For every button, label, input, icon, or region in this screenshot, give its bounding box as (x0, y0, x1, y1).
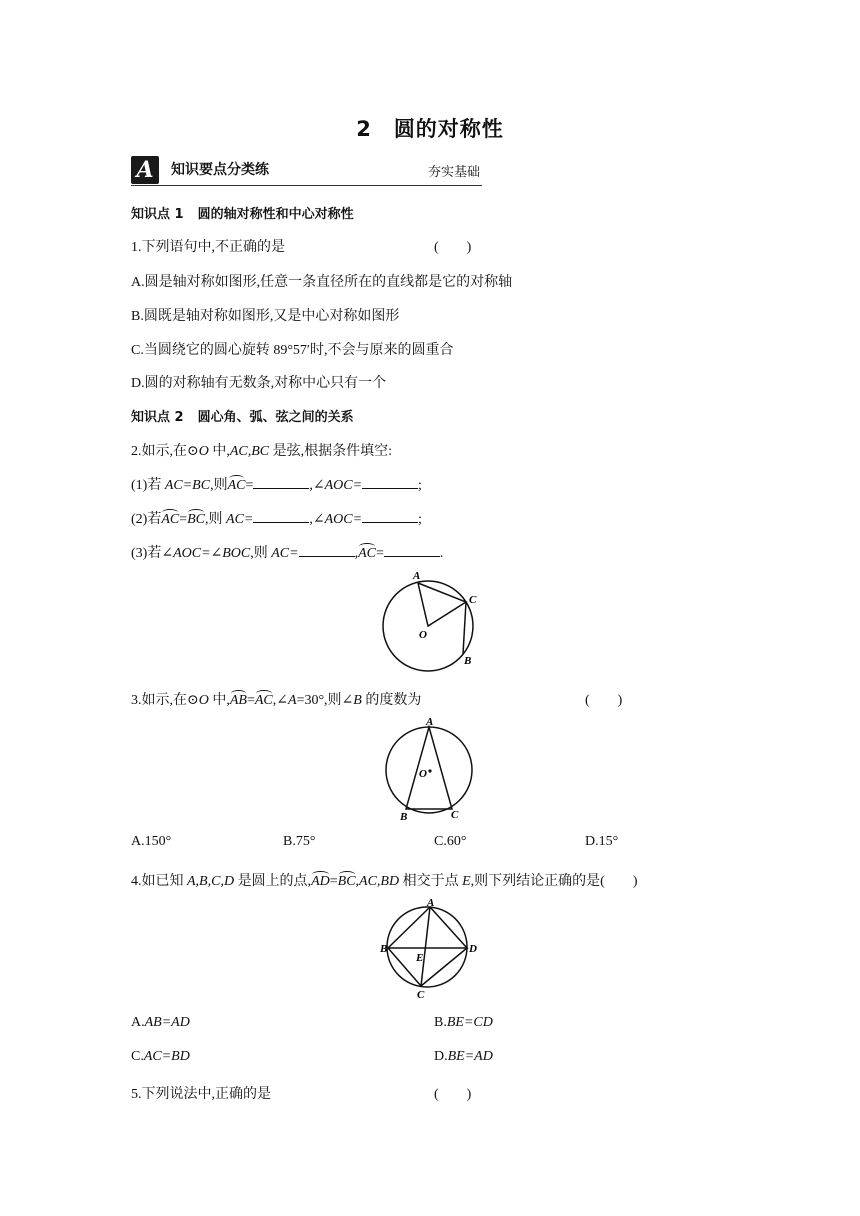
q3-stem: 3.如示,在⊙O 中,AB=AC,∠A=30°,则∠B 的度数为 (131, 693, 422, 708)
q3-option-a[interactable]: A.150° (131, 834, 172, 849)
q4-option-a[interactable]: A.AB=AD (131, 1015, 190, 1030)
banner-subtitle: 夯实基础 (427, 165, 480, 180)
section-number: 2 (356, 117, 372, 141)
answer-blank[interactable] (299, 543, 355, 557)
label-a: A (427, 897, 435, 909)
banner-title: 知识要点分类练 (171, 162, 269, 178)
q3-option-b[interactable]: B.75° (283, 834, 316, 849)
knowledge-point-2 (131, 406, 354, 425)
circle (387, 907, 467, 987)
q4-option-d[interactable]: D.BE=AD (434, 1049, 493, 1064)
answer-blank[interactable] (384, 543, 440, 557)
arc-ac: AC (227, 478, 246, 493)
arc-ad: AD (311, 874, 330, 889)
answer-blank[interactable] (253, 509, 309, 523)
q1-option-d: D.圆的对称轴有无数条,对称中心只有一个 (131, 376, 387, 391)
q5-answer-paren: ( ) (434, 1087, 472, 1102)
triangle-aoc (418, 583, 466, 626)
label-a: A (426, 716, 434, 728)
center-dot (428, 769, 431, 772)
label-c: C (417, 989, 425, 1001)
kp1-title: 圆的轴对称性和中心对称性 (197, 207, 354, 222)
answer-blank[interactable] (253, 475, 309, 489)
q1-option-c: C.当圆绕它的圆心旋转 89°57′时,不会与原来的圆重合 (131, 343, 454, 358)
q1-answer-paren: ( ) (434, 240, 472, 255)
q1-option-b: B.圆既是轴对称如图形,又是中心对称如图形 (131, 309, 400, 324)
q4-stem: 4.如已知 A,B,C,D 是圆上的点,AD=BC,AC,BD 相交于点 E,则下列结论正确的是( ) (131, 874, 638, 889)
label-c: C (469, 594, 477, 606)
q3-figure (378, 714, 488, 826)
q4-option-c[interactable]: C.AC=BD (131, 1049, 190, 1064)
label-o: O (419, 629, 427, 641)
banner-underline (131, 185, 482, 186)
q1-stem: 1.下列语句中,不正确的是 (131, 240, 285, 255)
label-b: B (380, 943, 388, 955)
q2-part-3: (3)若∠AOC=∠BOC,则 AC= ,AC= . (131, 542, 443, 562)
label-d: D (469, 943, 477, 955)
label-e: E (416, 952, 424, 964)
label-o: O (419, 768, 427, 780)
arc-bc: BC (187, 512, 206, 527)
chord-cd (421, 948, 467, 986)
q1-option-a: A.圆是轴对称如图形,任意一条直径所在的直线都是它的对称轴 (131, 275, 513, 290)
arc-ab: AB (229, 693, 247, 708)
page-title (0, 113, 860, 143)
answer-blank[interactable] (362, 509, 418, 523)
q3-option-d[interactable]: D.15° (585, 834, 619, 849)
kp1-label: 知识点 1 (131, 207, 184, 222)
answer-blank[interactable] (362, 475, 418, 489)
q4-option-b[interactable]: B.BE=CD (434, 1015, 493, 1030)
kp2-title: 圆心角、弧、弦之间的关系 (197, 410, 354, 425)
q4-figure (375, 894, 485, 1004)
banner-badge: A (131, 156, 159, 184)
q3-answer-paren: ( ) (585, 693, 623, 708)
q5-stem: 5.下列说法中,正确的是 (131, 1087, 271, 1102)
q2-part-2: (2)若AC=BC,则 AC= ,∠AOC= ; (131, 508, 422, 528)
label-c: C (451, 809, 459, 821)
knowledge-point-1 (131, 203, 354, 222)
label-a: A (413, 570, 421, 582)
arc-ac: AC (254, 693, 273, 708)
triangle-abc (406, 727, 452, 809)
arc-ac: AC (161, 512, 180, 527)
q3-option-c[interactable]: C.60° (434, 834, 467, 849)
arc-bc: BC (337, 874, 356, 889)
label-b: B (464, 655, 472, 667)
chord-ac (421, 907, 430, 986)
label-b: B (400, 811, 408, 823)
q2-figure (370, 568, 490, 674)
q2-part-1: (1)若 AC=BC,则AC= ,∠AOC= ; (131, 474, 422, 494)
chord-bc (463, 602, 466, 654)
section-title: 圆的对称性 (393, 117, 504, 141)
section-banner (131, 156, 482, 186)
q2-stem: 2.如示,在⊙O 中,AC,BC 是弦,根据条件填空: (131, 444, 393, 459)
kp2-label: 知识点 2 (131, 410, 184, 425)
arc-ac: AC (358, 546, 376, 561)
